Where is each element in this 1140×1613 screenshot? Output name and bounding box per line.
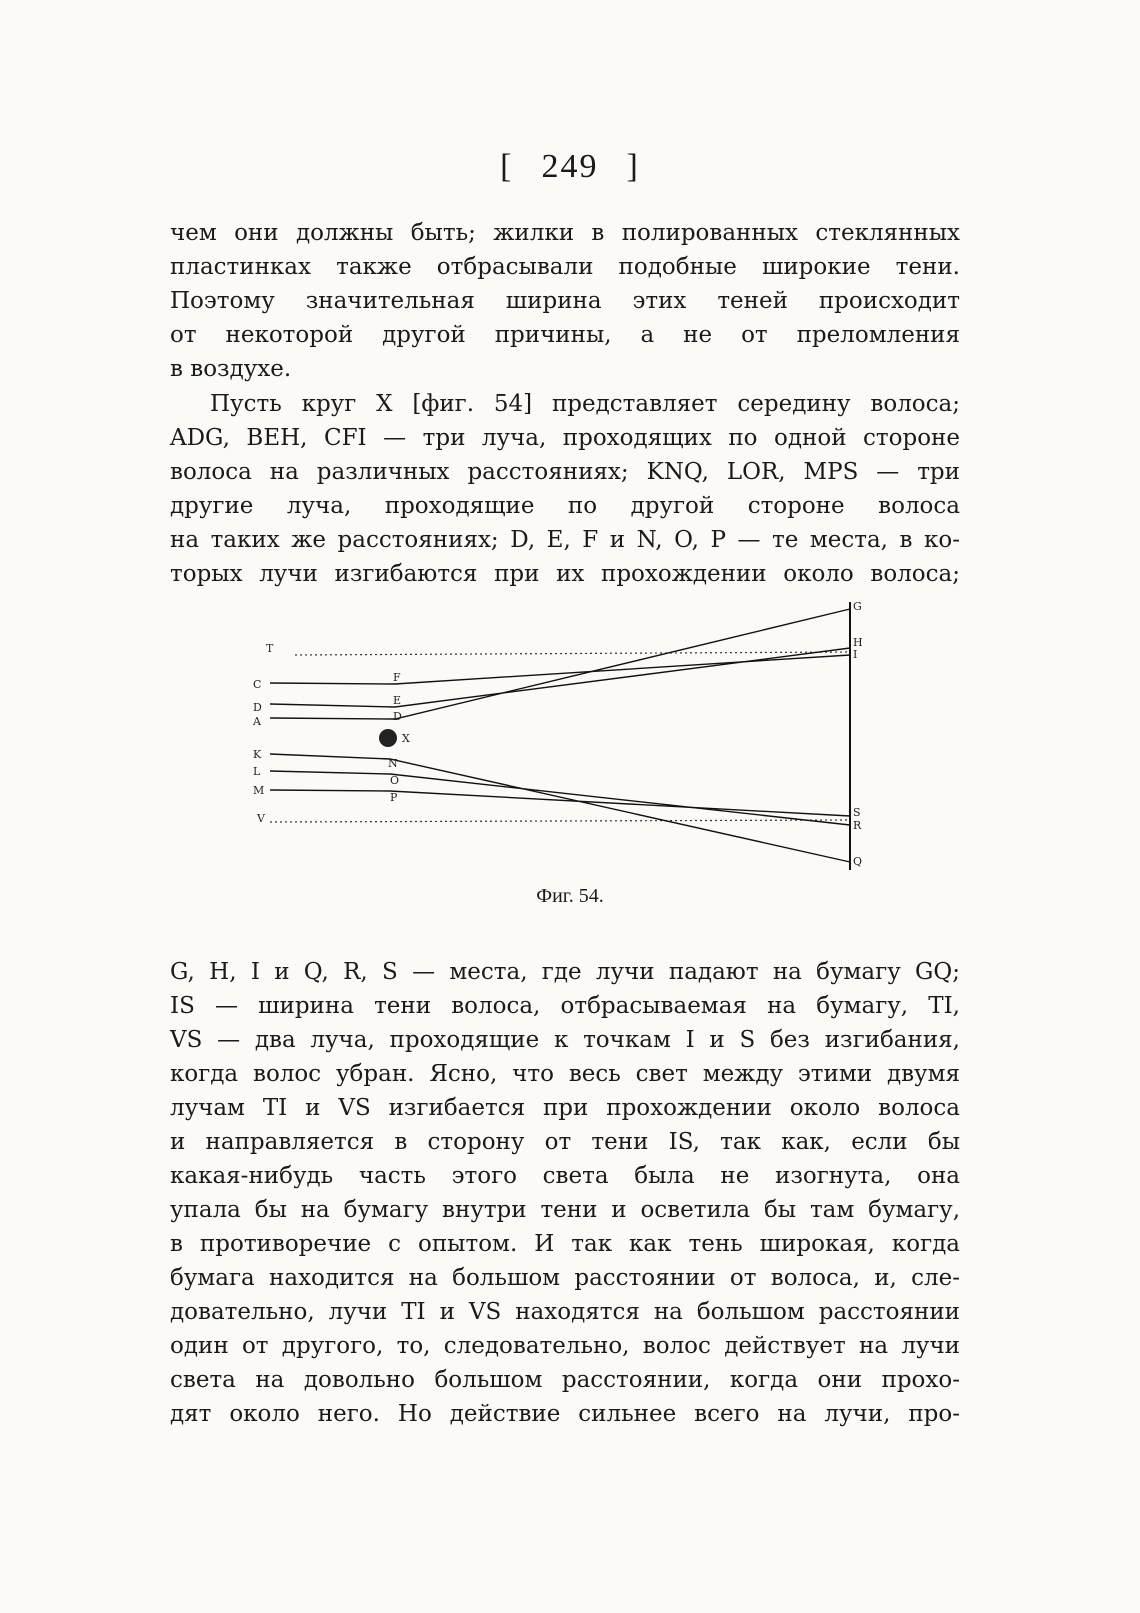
- bracket-close: ]: [626, 148, 640, 185]
- label-L: L: [253, 765, 261, 778]
- text-line: пластинках также отбрасывали подобные широкие тени.: [170, 254, 960, 280]
- label-O: O: [390, 774, 400, 787]
- hair-X: [379, 729, 397, 747]
- label-C: C: [253, 678, 262, 691]
- label-E: E: [393, 694, 402, 707]
- label-X: X: [402, 732, 410, 745]
- text-line: волоса на различных расстояниях; KNQ, LOR, MPS — три: [170, 459, 960, 485]
- text-line: на таких же расстояниях; D, E, F и N, O, P — те места, в ко-: [170, 527, 960, 553]
- ray-BEH: [270, 648, 850, 707]
- ray-MPS: [270, 790, 850, 816]
- text-line: дят около него. Но действие сильнее всего на лучи, про-: [170, 1401, 960, 1427]
- text-line: в противоречие с опытом. И так как тень широкая, когда: [170, 1231, 960, 1257]
- ray-LOR: [270, 771, 850, 825]
- label-A: A: [253, 715, 261, 728]
- text-line: ADG, BEH, CFI — три луча, проходящих по одной стороне: [170, 425, 960, 451]
- label-F: F: [393, 671, 401, 684]
- ray-VS: [270, 820, 850, 822]
- paragraph-1: [170, 216, 960, 386]
- text-line: Поэтому значительная ширина этих теней происходит: [170, 288, 960, 314]
- ray-KNQ: [270, 754, 850, 862]
- label-S: S: [853, 806, 861, 819]
- label-R: R: [853, 819, 862, 832]
- text-line: когда волос убран. Ясно, что весь свет между этими двумя: [170, 1061, 960, 1087]
- text-line: VS — два луча, проходящие к точкам I и S без изгибания,: [170, 1027, 960, 1053]
- label-D: D: [253, 701, 262, 714]
- page-number: [0, 148, 1140, 186]
- label-T: T: [266, 642, 274, 655]
- label-D-mid: D: [393, 710, 402, 723]
- label-N: N: [388, 757, 398, 770]
- text-line: какая-нибудь часть этого света была не изогнута, она: [170, 1163, 960, 1189]
- text-line: Пусть круг X [фиг. 54] представляет середину волоса;: [210, 391, 960, 417]
- ray-diagram: [250, 600, 910, 890]
- text-line: другие луча, проходящие по другой стороне волоса: [170, 493, 960, 519]
- text-line: торых лучи изгибаются при их прохождении около волоса;: [170, 561, 960, 587]
- text-line: лучам TI и VS изгибается при прохождении около волоса: [170, 1095, 960, 1121]
- label-G: G: [853, 600, 862, 613]
- paragraph-3: [170, 955, 960, 1431]
- bracket-open: [: [500, 148, 514, 185]
- text-line: от некоторой другой причины, а не от преломления: [170, 322, 960, 348]
- figure-caption: Фиг. 54.: [536, 885, 604, 907]
- paragraph-2: [170, 387, 960, 591]
- text-line: света на довольно большом расстоянии, когда они прохо-: [170, 1367, 960, 1393]
- figure-54-diagram: [250, 600, 910, 890]
- text-line: и направляется в сторону от тени IS, так как, если бы: [170, 1129, 960, 1155]
- label-V: V: [257, 812, 265, 825]
- text-line: упала бы на бумагу внутри тени и осветила бы там бумагу,: [170, 1197, 960, 1223]
- ray-ADG: [270, 609, 850, 719]
- text-line: G, H, I и Q, R, S — места, где лучи падают на бумагу GQ;: [170, 959, 960, 985]
- label-M: M: [253, 784, 265, 797]
- label-I: I: [853, 648, 858, 661]
- label-H: H: [853, 636, 863, 649]
- text-line: чем они должны быть; жилки в полированных стеклянных: [170, 220, 960, 246]
- page-number-value: 249: [541, 148, 599, 185]
- label-P: P: [390, 791, 398, 804]
- label-K: K: [253, 748, 262, 761]
- text-line: один от другого, то, следовательно, волос действует на лучи: [170, 1333, 960, 1359]
- text-line: довательно, лучи TI и VS находятся на большом расстоянии: [170, 1299, 960, 1325]
- text-line: в воздухе.: [170, 356, 292, 382]
- label-Q: Q: [853, 855, 863, 868]
- text-line: IS — ширина тени волоса, отбрасываемая на бумагу, TI,: [170, 993, 960, 1019]
- ray-TI: [295, 652, 850, 655]
- text-line: бумага находится на большом расстоянии от волоса, и, сле-: [170, 1265, 960, 1291]
